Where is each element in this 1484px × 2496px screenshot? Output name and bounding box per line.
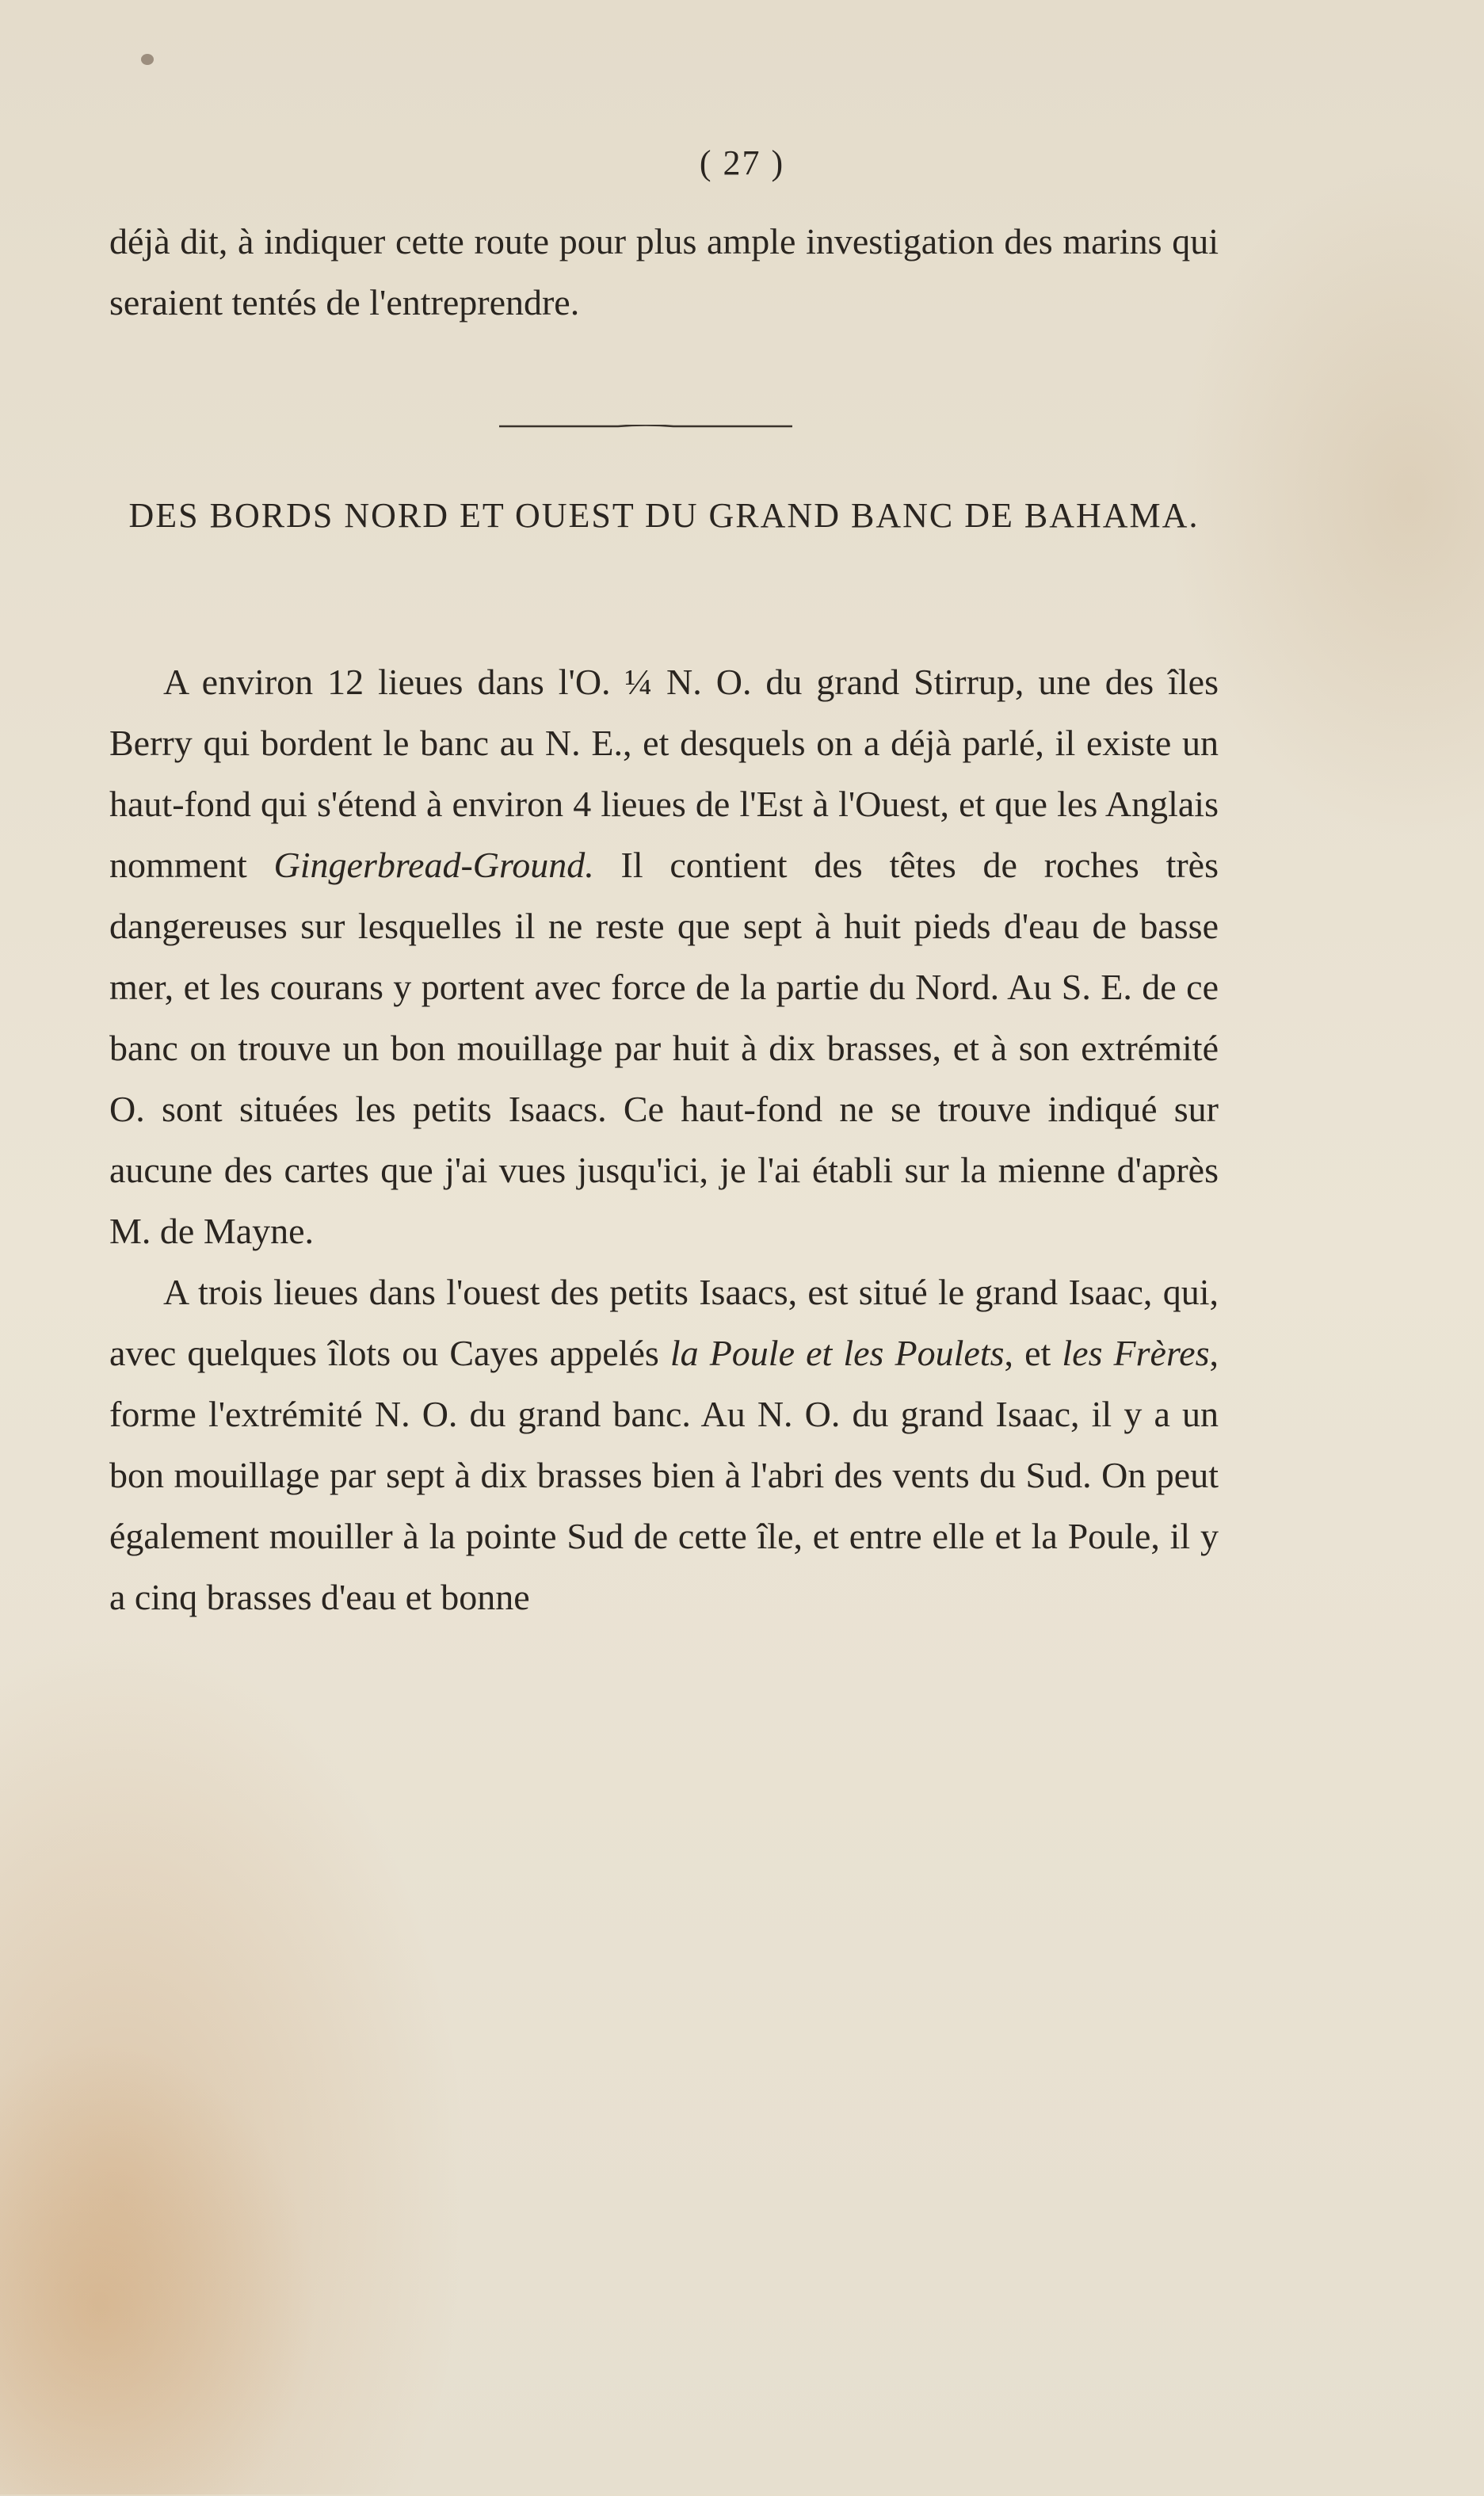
paragraph-2-text-end: , forme l'extrémité N. O. du grand banc. Au N. O. du grand Isaac, il y a un bon mouillage par sept à dix brasses bien à l'abri des vents du Sud. On peut également mouiller à la pointe Sud de cette île, et entre elle et la Poule, il y a cinq brasses d'eau et bonne — [109, 1333, 1219, 1617]
ink-speck — [141, 54, 154, 65]
paragraph-1 — [109, 651, 1219, 1261]
paragraph-2-italic-1: la Poule et les Poulets — [670, 1333, 1005, 1373]
section-divider — [499, 425, 792, 428]
paragraph-2-italic-2: les Frères — [1062, 1333, 1210, 1373]
paragraph-1-text: A environ 12 lieues dans l'O. ¼ N. O. du grand Stirrup, une des îles Berry qui bordent le banc au N. E., et desquels on a déjà parlé, il existe un haut-fond qui s'étend à environ 4 lieues de l'Est à l'Ouest, et que les Anglais nomment — [109, 662, 1219, 885]
section-heading: DES BORDS NORD ET OUEST DU GRAND BANC DE BAHAMA. — [128, 496, 1200, 535]
page-number: ( 27 ) — [699, 143, 785, 182]
paper-stain — [0, 2021, 333, 2496]
opening-text: déjà dit, à indiquer cette route pour plus ample investigation des marins qui seraient tentés de l'entreprendre. — [109, 221, 1219, 322]
body-text — [109, 651, 1219, 1628]
paragraph-2-text: A trois lieues dans l'ouest des petits Isaacs, est situé le grand Isaac, qui, avec quelques îlots ou Cayes appelés — [109, 1272, 1219, 1373]
paragraph-1-text-cont: Il contient des têtes de roches très dangereuses sur lesquelles il ne reste que sept à huit pieds d'eau de basse mer, et les courans y portent avec force de la partie du Nord. Au S. E. de ce banc on trouve un bon mouillage par huit à dix brasses, et à son extrémité O. sont situées les petits Isaacs. Ce haut-fond ne se trouve indiqué sur aucune des cartes que j'ai vues jusqu'ici, je l'ai établi sur la mienne d'après M. de Mayne. — [109, 845, 1219, 1251]
opening-paragraph — [109, 211, 1219, 333]
paragraph-2-text-cont: , et — [1004, 1333, 1062, 1373]
paragraph-1-italic: Gingerbread-Ground. — [273, 845, 594, 885]
paragraph-2 — [109, 1261, 1219, 1628]
